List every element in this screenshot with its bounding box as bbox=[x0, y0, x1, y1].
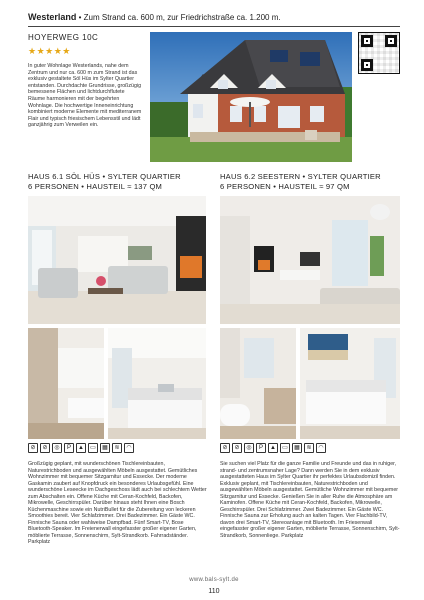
tv-icon: ▭ bbox=[280, 443, 290, 453]
location-distances: Zum Strand ca. 600 m, zur Friedrichstraße ca. 1.200 m. bbox=[83, 13, 281, 22]
house-1-heading bbox=[28, 172, 181, 192]
fireplace-icon: ▲ bbox=[268, 443, 278, 453]
house-1-bathroom-photo bbox=[28, 328, 104, 439]
dog-free-icon: ⊘ bbox=[220, 443, 230, 453]
house-2-amenities bbox=[220, 443, 326, 453]
wifi-icon: ◠ bbox=[124, 443, 134, 453]
intro-description: In guter Wohnlage Westerlands, nahe dem Zentrum und nur ca. 600 m zum Strand ist das exklusiv gestaltete Söl Hüs im Sylter Quartier entstanden. Durchdachte Grundrisse, großzügig bemessene Flächen und lichtdurchflutete Räume harmonieren mit der begehrten Wohnlage. Die hochwertige Inneneinrichtung kombiniert moderne Elemente mit mediterranem Flair und typisch friesischem Lebensstil und lädt ganzjährig zum Verweilen ein. bbox=[28, 63, 142, 129]
star-rating: ★★★★★ bbox=[28, 46, 71, 56]
no-smoking-icon: ⊘ bbox=[40, 443, 50, 453]
house-exterior-image bbox=[150, 32, 352, 162]
washer-icon: ◎ bbox=[244, 443, 254, 453]
footer-website: www.bals-sylt.de bbox=[189, 577, 239, 583]
house-2-living-room-photo bbox=[220, 196, 400, 324]
sauna-icon: ≋ bbox=[112, 443, 122, 453]
parking-icon: P bbox=[256, 443, 266, 453]
property-address: HOYERWEG 10C bbox=[28, 33, 99, 42]
house-exterior-photo bbox=[150, 32, 352, 162]
tv-icon: ▭ bbox=[88, 443, 98, 453]
page-header bbox=[28, 10, 400, 26]
house-2-heading bbox=[220, 172, 381, 192]
house-1-name: HAUS 6.1 SÖL HÜS • SYLTER QUARTIER bbox=[28, 172, 181, 181]
fireplace-icon: ▲ bbox=[76, 443, 86, 453]
house-2-bedroom-photo bbox=[300, 328, 400, 439]
no-smoking-icon: ⊘ bbox=[232, 443, 242, 453]
header-divider bbox=[28, 26, 400, 27]
house-2-description: Sie suchen viel Platz für die ganze Familie und Freunde und das in ruhiger, strand- und zentrumsnaher Lage? Dann werden Sie in dem exklusiv ausgestatteten Haus im Sylter Quartier ihr perfektes Urlaubsdomizil finden. Exklusiv geplant, mit Tischlereinbauten, Naturestrichboden und ausgewählten Möbeln ausgestattet. Gemütliche Wohnzimmer mit bequemer Sitzgarnitur und Essecke. Genießen Sie in aller Ruhe die Atmosphäre am Kaminofen. Offene Küche mit Ceran-Kochfeld, Backofen, Mikrowelle, Geschirrspüler. Drei Schlafzimmer. Zwei Badezimmer. Ein Gäste WC. Finnische Sauna zur Erholung auch an kalten Tagen. Vier Flachbild-TV, davon drei Smart-TV, Stereoanlage mit Bluetooth. Im Friesenwall eingefasster großer eigener Garten, möblierte Terrasse, Sonnenschirm, Sylt-Strandkorb, Sonnenliege. Parkplatz bbox=[220, 461, 400, 539]
sauna-icon: ≋ bbox=[304, 443, 314, 453]
qr-code[interactable] bbox=[358, 32, 400, 74]
house-2-bathroom-photo bbox=[220, 328, 296, 439]
house-2-capacity: 6 PERSONEN • HAUSTEIL ≈ 97 QM bbox=[220, 182, 350, 191]
house-1-amenities bbox=[28, 443, 134, 453]
location-name: Westerland bbox=[28, 12, 77, 22]
catalog-page bbox=[28, 10, 400, 595]
page-number: 110 bbox=[208, 588, 220, 595]
dishwasher-icon: ▦ bbox=[292, 443, 302, 453]
parking-icon: P bbox=[64, 443, 74, 453]
dog-free-icon: ⊘ bbox=[28, 443, 38, 453]
house-2-name: HAUS 6.2 SEESTERN • SYLTER QUARTIER bbox=[220, 172, 381, 181]
house-1-living-room-photo bbox=[28, 196, 206, 324]
house-1-bedroom-photo bbox=[108, 328, 206, 439]
wifi-icon: ◠ bbox=[316, 443, 326, 453]
house-1-capacity: 6 PERSONEN • HAUSTEIL ≈ 137 QM bbox=[28, 182, 163, 191]
house-1-description: Großzügig geplant, mit wunderschönen Tischlereinbauten, Naturestrichboden und ausgewählten Möbeln ausgestattet. Gemütliches Wohnzimmer mit bequemer Sitzgarnitur und Essecke. Der moderne Gaskamin zaubert auf Knopfdruck ein besonderes Urlaubsgefühl. Eine wunderschöne Leseecke im Dachgeschoss lädt auch bei schlechtem Wetter zum Abschalten ein. Offene Küche mit Ceran-Kochfeld, Backofen, Mikrowelle, Geschirrspüler. Darüber hinaus steht Ihnen eine Bosch Küchenmaschine sowie ein NutriBullet für die Zubereitung von leckeren Smoothies bereit. Vier Schlafzimmer. Drei Badezimmer. Ein Gäste WC. Finnische Sauna oder wahlweise Dampfbad. Fünf Smart-TV, Bose Bluetooth-Speaker. Im Freienerwall eingefasster großer eigener Garten, möblierte Terrasse, Sonnenschirm, Sylt-Strandkorb. Fahrradständer. Parkplatz bbox=[28, 461, 207, 545]
washer-icon: ◎ bbox=[52, 443, 62, 453]
header-bullet: • bbox=[78, 13, 82, 22]
dishwasher-icon: ▦ bbox=[100, 443, 110, 453]
